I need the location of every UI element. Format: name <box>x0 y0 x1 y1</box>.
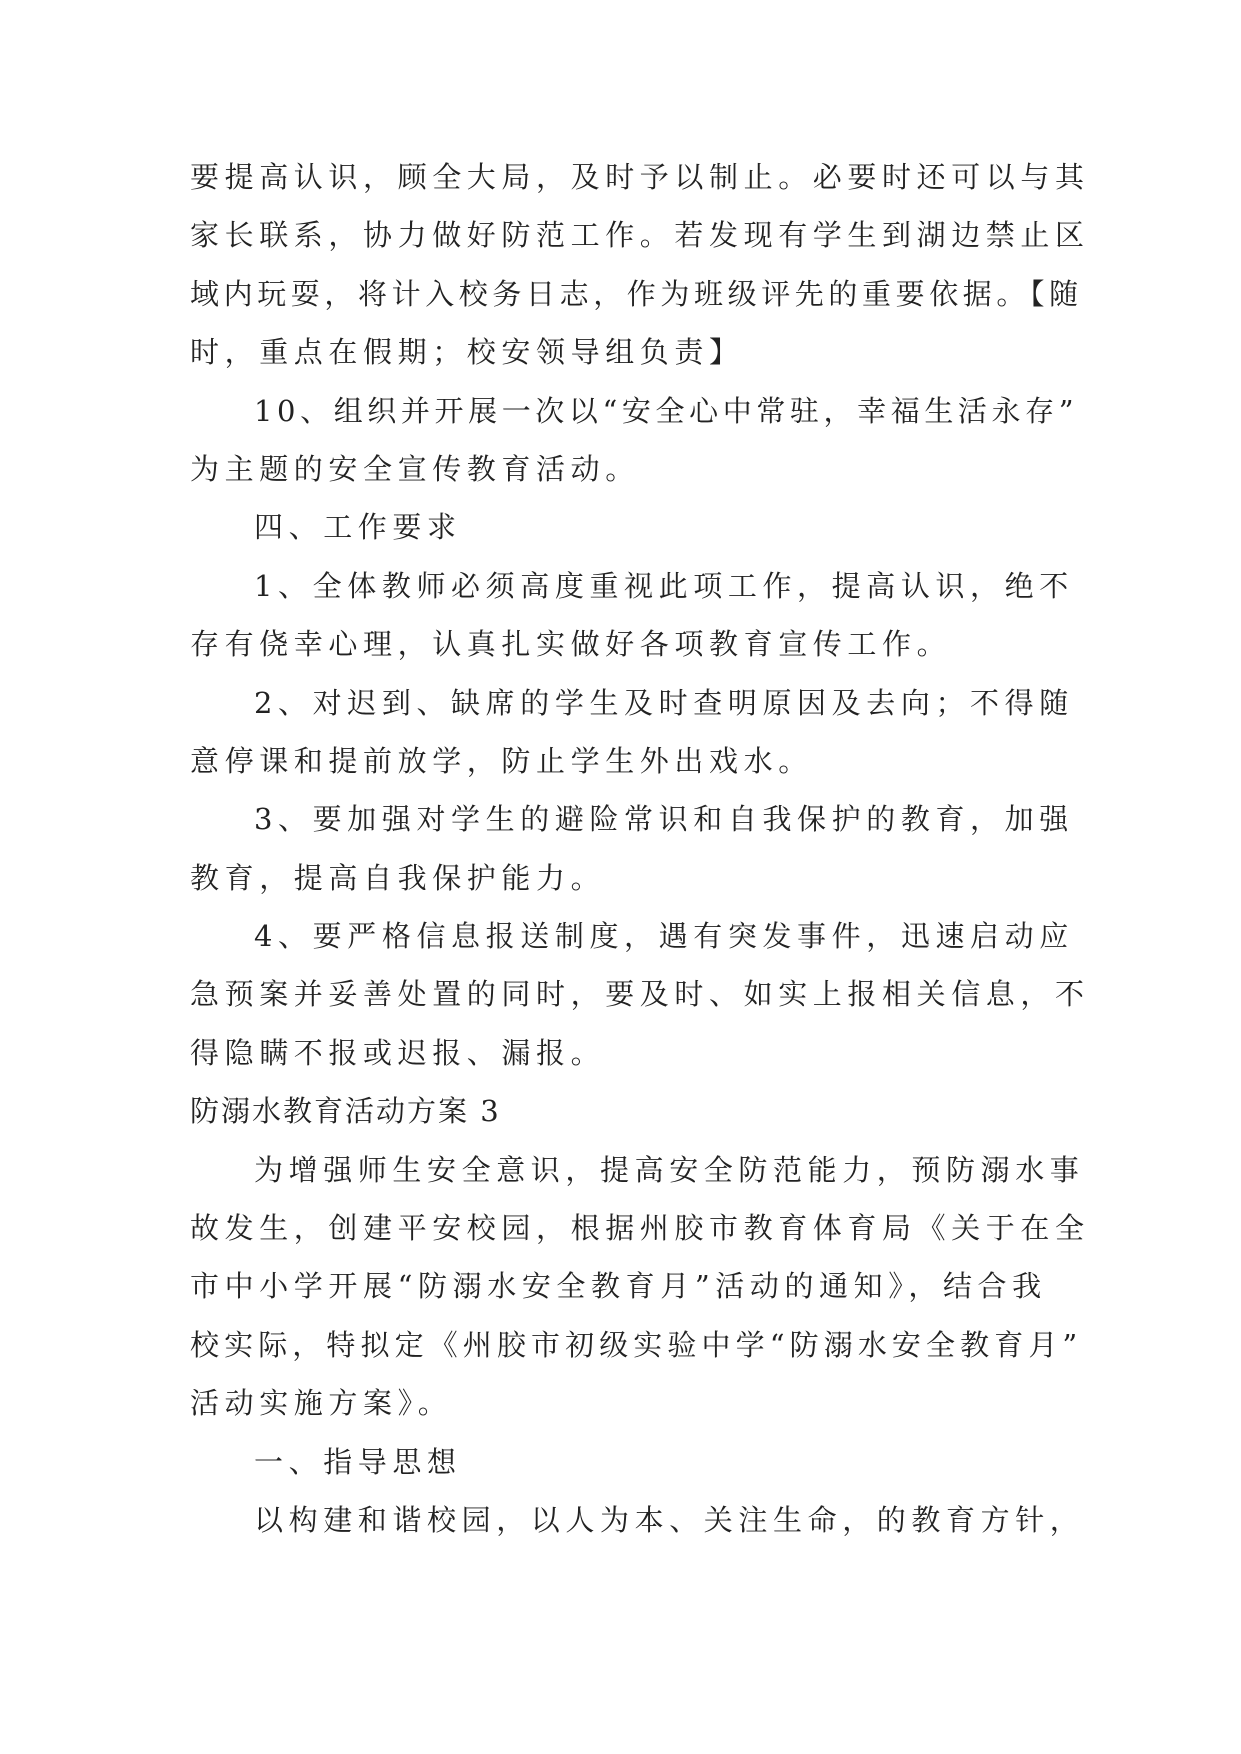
text-line: 为主题的安全宣传教育活动。 <box>190 451 640 486</box>
text-line: 家长联系，协力做好防范工作。若发现有学生到湖边禁止区 <box>190 218 1090 253</box>
text-line: 急预案并妥善处置的同时，要及时、如实上报相关信息，不 <box>190 977 1090 1012</box>
text-line: 3、要加强对学生的避险常识和自我保护的教育，加强 <box>254 802 1074 837</box>
text-line: 活动实施方案》。 <box>190 1386 453 1421</box>
text-line: 时，重点在假期；校安领导组负责】 <box>190 335 744 370</box>
text-line: 10、组织并开展一次以“安全心中常驻，幸福生活永存” <box>254 393 1079 428</box>
section-heading: 防溺水教育活动方案 3 <box>190 1094 501 1129</box>
text-line: 4、要严格信息报送制度，遇有突发事件，迅速启动应 <box>254 919 1074 954</box>
text-line: 四、工作要求 <box>254 510 462 545</box>
text-line: 校实际，特拟定《州胶市初级实验中学“防溺水安全教育月” <box>190 1327 1083 1362</box>
text-line: 要提高认识，顾全大局，及时予以制止。必要时还可以与其 <box>190 160 1090 194</box>
text-line: 得隐瞒不报或迟报、漏报。 <box>190 1035 606 1070</box>
text-line: 教育，提高自我保护能力。 <box>190 860 606 895</box>
text-line: 故发生，创建平安校园，根据州胶市教育体育局《关于在全 <box>190 1211 1090 1246</box>
text-line: 以构建和谐校园，以人为本、关注生命，的教育方针， <box>254 1502 1085 1537</box>
document-page <box>190 148 1090 1549</box>
text-line: 域内玩耍，将计入校务日志，作为班级评先的重要依据。【随 <box>190 276 1083 311</box>
text-line: 意停课和提前放学，防止学生外出戏水。 <box>190 743 813 778</box>
text-line: 市中小学开展“防溺水安全教育月”活动的通知》，结合我 <box>190 1269 1047 1304</box>
text-line: 存有侥幸心理，认真扎实做好各项教育宣传工作。 <box>190 627 952 662</box>
text-line: 为增强师生安全意识，提高安全防范能力，预防溺水事 <box>254 1152 1085 1187</box>
text-line: 一、指导思想 <box>254 1444 462 1479</box>
text-line: 1、全体教师必须高度重视此项工作，提高认识，绝不 <box>254 568 1074 603</box>
text-line: 2、对迟到、缺席的学生及时查明原因及去向；不得随 <box>254 685 1074 720</box>
